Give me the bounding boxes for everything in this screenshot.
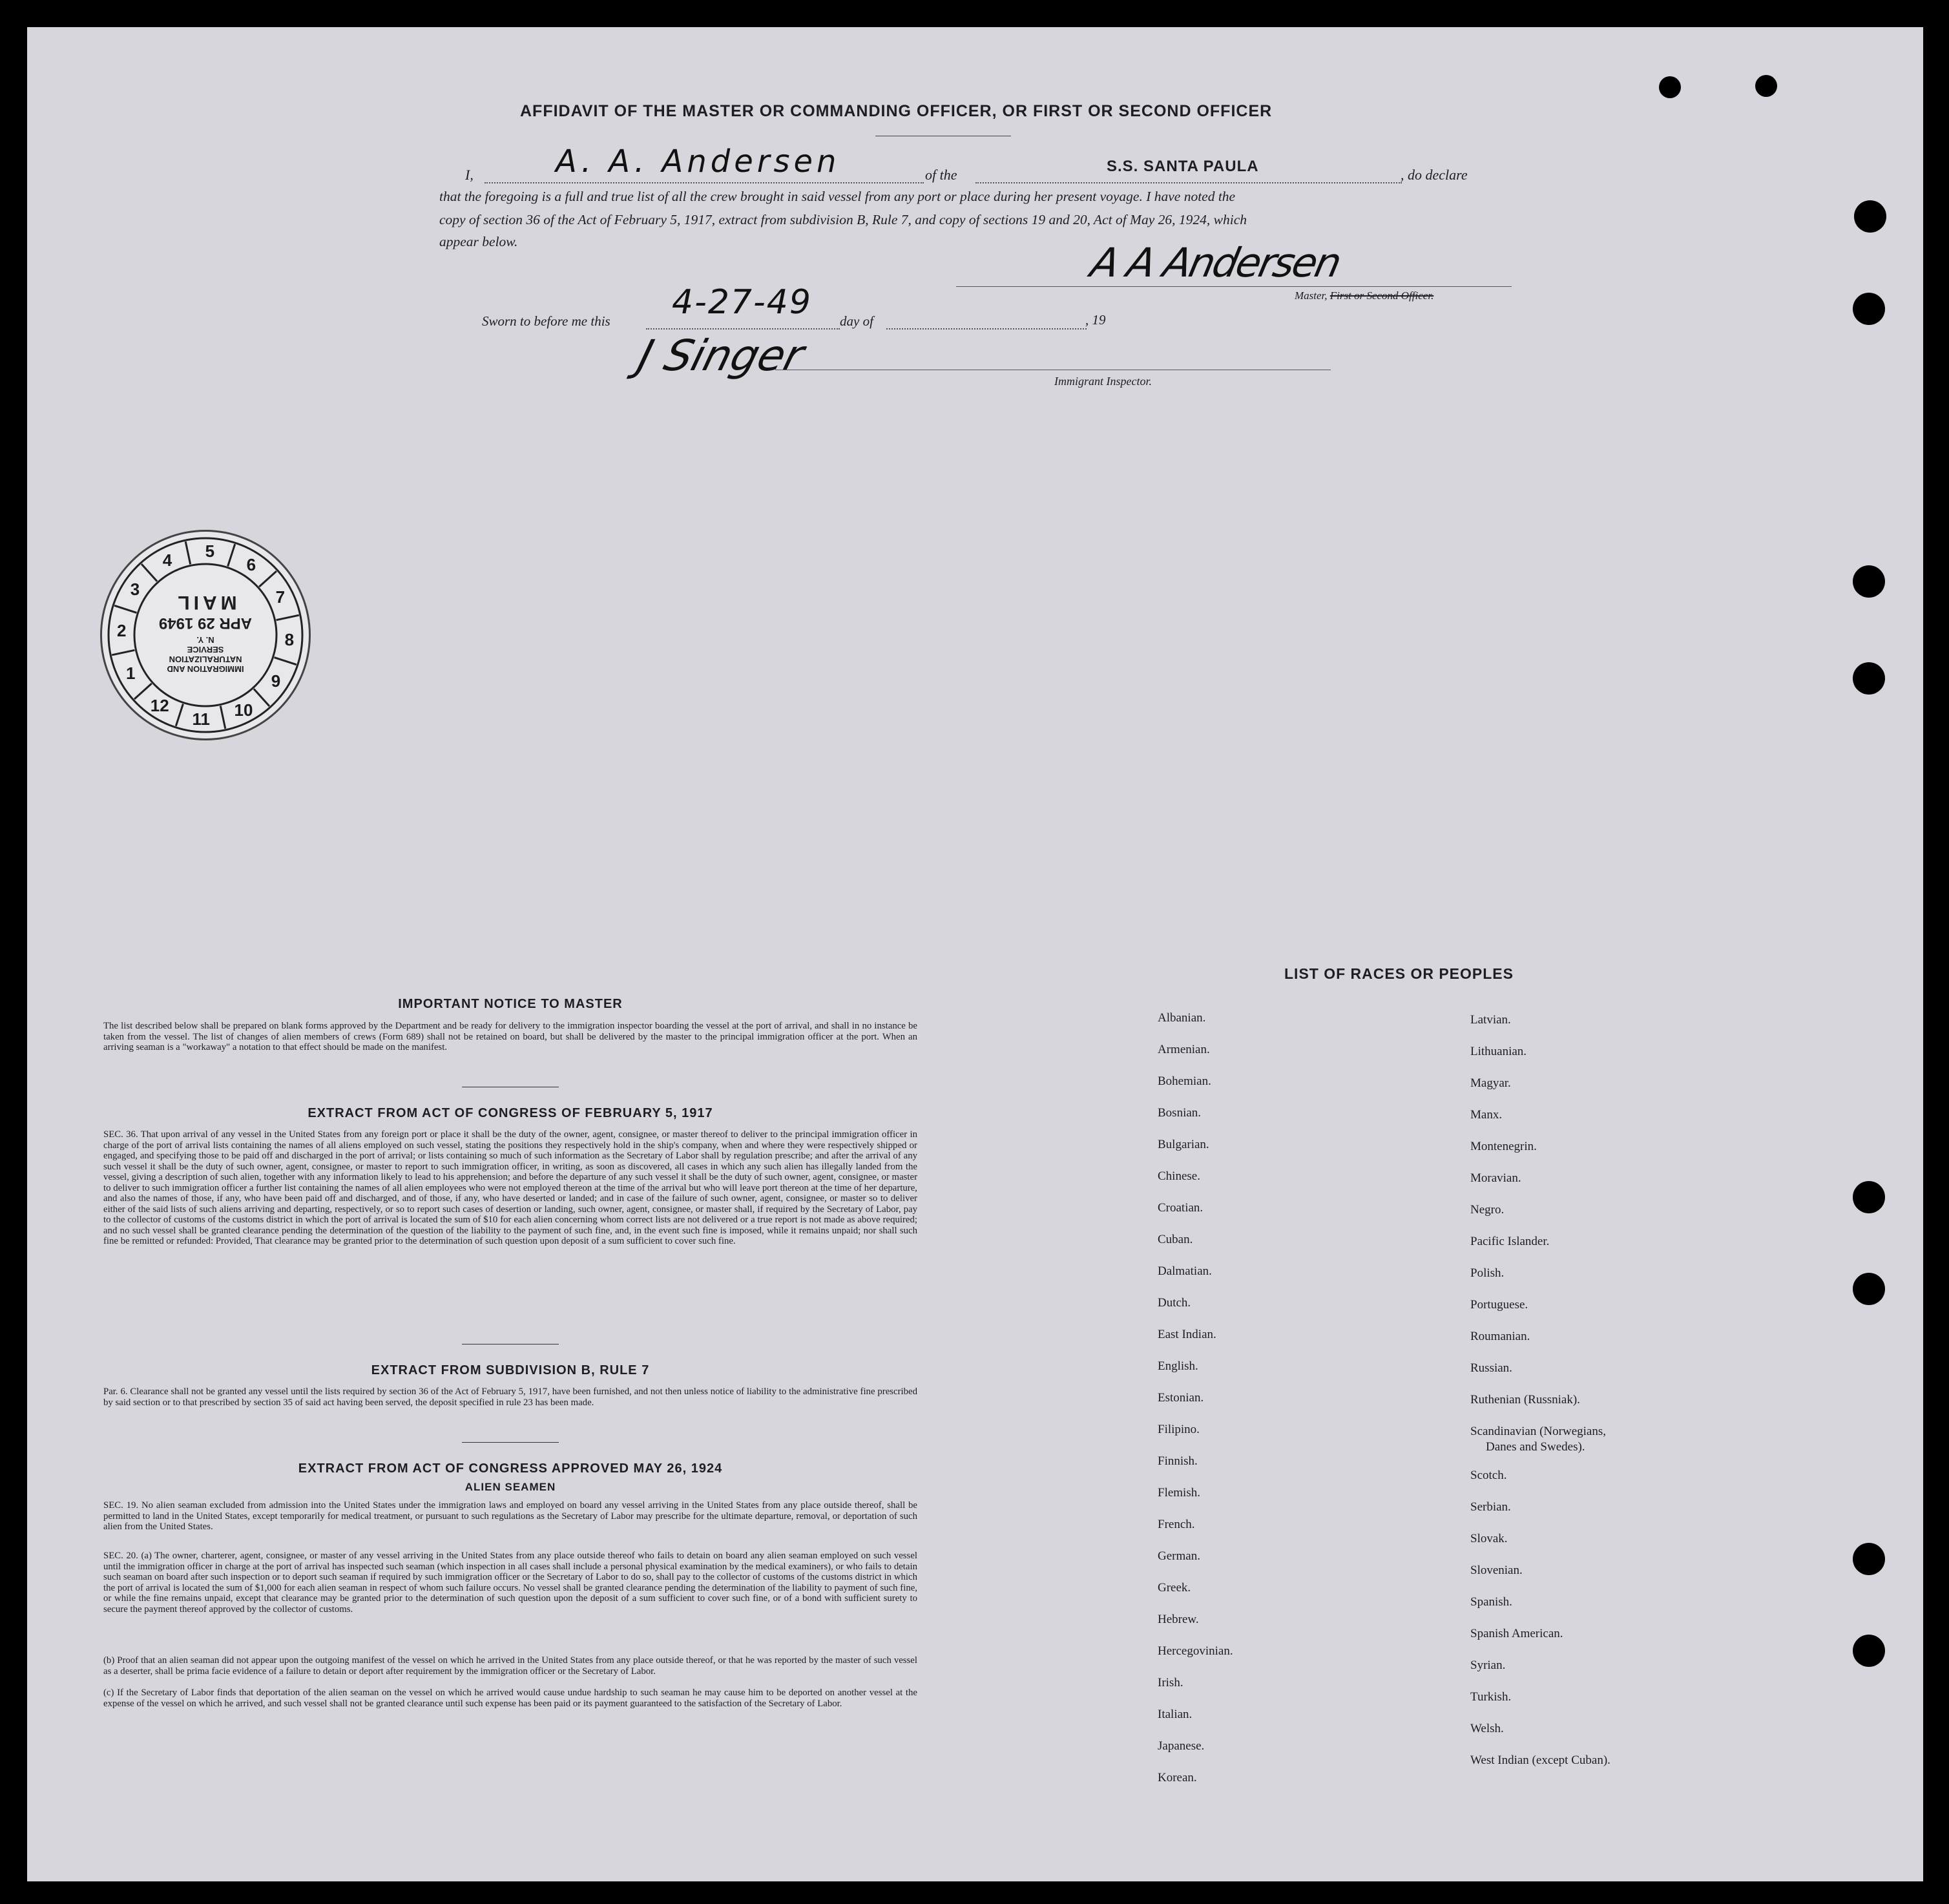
punch-hole xyxy=(1659,76,1681,98)
race-item: Japanese. xyxy=(1158,1739,1205,1753)
stamp-digit: 10 xyxy=(234,700,253,720)
inspector-signature: J Singer xyxy=(632,331,809,381)
day-of-label: day of xyxy=(840,313,873,329)
punch-hole xyxy=(1853,1543,1885,1575)
stamp-digit: 8 xyxy=(284,629,295,649)
race-item: Albanian. xyxy=(1158,1011,1206,1025)
received-stamp xyxy=(100,530,311,740)
race-item: Hebrew. xyxy=(1158,1613,1199,1626)
race-item: Manx. xyxy=(1470,1108,1503,1122)
master-name-handwritten: A. A. Andersen xyxy=(556,143,840,180)
race-item: German. xyxy=(1158,1549,1200,1563)
stamp-digit: 9 xyxy=(271,671,281,691)
stamp-date: APR 29 1949 xyxy=(158,614,253,632)
stamp-mail: MAIL xyxy=(174,592,237,613)
stamp-digit: 4 xyxy=(162,550,172,570)
stamp-divider xyxy=(228,544,235,566)
punch-hole xyxy=(1853,662,1885,695)
stamp-divider xyxy=(112,650,134,655)
affidavit-title: AFFIDAVIT OF THE MASTER OR COMMANDING OFFICER, OR FIRST OR SECOND OFFICER xyxy=(520,102,1273,120)
of-the-label: of the xyxy=(925,167,957,183)
race-item: Hercegovinian. xyxy=(1158,1644,1233,1658)
race-item: Danes and Swedes). xyxy=(1486,1440,1585,1454)
section-20b-text: (b) Proof that an alien seaman did not appear upon the outgoing manifest of the vessel on which he arrived in the United States from any place outside thereof, or that he was reported by the master of such vessel as a deserter, shall be prima facie evidence of a failure to detain or deport after requirement by the immigration officer or the Secretary of Labor. xyxy=(103,1655,917,1677)
race-item: Filipino. xyxy=(1158,1423,1200,1436)
race-item: Irish. xyxy=(1158,1676,1183,1690)
stamp-line-4: N. Y. xyxy=(196,635,214,645)
notice-title: IMPORTANT NOTICE TO MASTER xyxy=(398,997,623,1011)
stamp-center xyxy=(147,591,264,674)
race-item: Negro. xyxy=(1470,1203,1505,1217)
race-item: Flemish. xyxy=(1158,1486,1200,1500)
declaration-line-4: appear below. xyxy=(439,234,518,249)
race-item: Bulgarian. xyxy=(1158,1138,1209,1151)
stamp-divider xyxy=(276,615,299,620)
stamp-line-2: NATURALIZATION xyxy=(169,654,242,664)
signature-line xyxy=(956,286,1512,287)
race-item: Dalmatian. xyxy=(1158,1264,1212,1278)
stamp-digit: 5 xyxy=(205,541,215,561)
race-item: English. xyxy=(1158,1359,1198,1373)
extract-1924-title: EXTRACT FROM ACT OF CONGRESS APPROVED MAY 26, 1924 xyxy=(298,1461,723,1476)
race-item: Scandinavian (Norwegians, xyxy=(1470,1425,1606,1438)
race-item: Serbian. xyxy=(1470,1500,1511,1514)
alien-seamen-subtitle: ALIEN SEAMEN xyxy=(464,1481,556,1493)
race-item: Dutch. xyxy=(1158,1296,1191,1310)
race-item: Spanish American. xyxy=(1470,1627,1563,1640)
race-item: Estonian. xyxy=(1158,1391,1204,1405)
race-item: Pacific Islander. xyxy=(1470,1235,1550,1248)
race-item: Roumanian. xyxy=(1470,1330,1530,1343)
race-item: French. xyxy=(1158,1518,1195,1531)
i-label: I, xyxy=(465,167,474,183)
name-line xyxy=(485,182,924,183)
section-20c-text: (c) If the Secretary of Labor finds that deportation of the alien seaman on the vessel on which he arrived would cause undue hardship to such seaman he may cause him to be deported on another vessel at the expense of the vessel on which he arrived, and such vessel shall not be granted clearance until such expense has been paid or its payment guaranteed to the satisfaction of the Secretary of Labor. xyxy=(103,1688,917,1709)
struck-officer-text: First or Second Officer. xyxy=(1329,289,1434,302)
master-text: Master, xyxy=(1295,289,1328,302)
punch-hole xyxy=(1853,1635,1885,1667)
notice-text: The list described below shall be prepared on blank forms approved by the Department and be ready for delivery to the immigration inspector boarding the vessel at the port of arrival, and shall in no instance be taken from the vessel. The list of changes of alien members of crews (Form 689) shall not be retained on board, but shall be delivered by the master to the principal immigration officer at the port. When an arriving seaman is a "workaway" a notation to that effect should be made on the manifest. xyxy=(103,1021,917,1052)
stamp-digit: 2 xyxy=(116,621,127,641)
month-line xyxy=(886,328,1087,330)
race-item: Croatian. xyxy=(1158,1201,1204,1215)
punch-hole xyxy=(1853,1273,1885,1305)
race-item: Chinese. xyxy=(1158,1169,1200,1183)
stamp-divider xyxy=(220,706,225,729)
race-item: Portuguese. xyxy=(1470,1298,1528,1312)
stamp-line-1: IMMIGRATION AND xyxy=(167,664,244,674)
master-label xyxy=(1295,289,1433,302)
race-item: Bosnian. xyxy=(1158,1106,1202,1120)
stamp-divider xyxy=(134,684,152,699)
rule-7-text: Par. 6. Clearance shall not be granted any vessel until the lists required by section 36 of the Act of February 5, 1917, have been furnished, and not then unless notice of liability to the administrative fine prescribed by said section or to that prescribed by section 35 of said act having been served, the deposit specified in rule 23 has been made. xyxy=(103,1386,917,1408)
race-item: Latvian. xyxy=(1470,1013,1511,1027)
race-item: Korean. xyxy=(1158,1771,1197,1784)
inspector-label: Immigrant Inspector. xyxy=(1054,375,1152,388)
stamp-divider xyxy=(141,564,157,581)
do-declare: , do declare xyxy=(1401,167,1468,183)
stamp-divider xyxy=(259,571,276,587)
separator xyxy=(462,1442,559,1443)
stamp-divider xyxy=(275,658,297,665)
declaration-line-3: copy of section 36 of the Act of February 5, 1917, extract from subdivision B, Rule 7, and copy of sections 19 and 20, Act of May 26, 1924, which xyxy=(439,212,1247,227)
race-item: Welsh. xyxy=(1470,1722,1504,1735)
race-item: Ruthenian (Russniak). xyxy=(1470,1393,1580,1407)
section-20a-text: SEC. 20. (a) The owner, charterer, agent, consignee, or master of any vessel arriving in the United States from any place outside thereof who fails to detain on board any alien seaman employed on such vessel until the immigration officer in charge at the port of arrival has inspected such seaman (which inspection in all cases shall include a personal physical examination by the medical examiners), or who fails to detain such seaman on board after such inspection or to deport such seaman if required by such immigration officer or the Secretary of Labor to do so, shall pay to the collector of customs of the customs district in which the port of arrival is located the sum of $1,000 for each alien seaman in respect of whom such failure occurs. No vessel shall be granted clearance pending the determination of the liability to payment of such fine, or while the fine remains unpaid, except that clearance may be granted prior to the determination of such question upon the deposit of a sum sufficient to cover such fine, or of a bond with sufficient surety to secure the payment thereof approved by the collector of customs. xyxy=(103,1551,917,1615)
race-item: Syrian. xyxy=(1470,1658,1506,1672)
sworn-label: Sworn to before me this xyxy=(482,313,610,329)
stamp-line-3: SERVICE xyxy=(187,645,224,654)
race-item: Bohemian. xyxy=(1158,1074,1211,1088)
race-item: Finnish. xyxy=(1158,1454,1198,1468)
race-item: Polish. xyxy=(1470,1266,1505,1280)
stamp-divider xyxy=(176,704,183,726)
race-item: East Indian. xyxy=(1158,1328,1216,1341)
section-19-text: SEC. 19. No alien seaman excluded from admission into the United States under the immigration laws and employed on board any vessel arriving in the United States from any place outside thereof, shall be permitted to land in the United States, except temporarily for medical treatment, or pursuant to such regulations as the Secretary of Labor may prescribe for the ultimate departure, removal, or deportation of such alien from the United States. xyxy=(103,1500,917,1532)
race-item: Scotch. xyxy=(1470,1469,1507,1482)
extract-1917-text: SEC. 36. That upon arrival of any vessel in the United States from any foreign port or place it shall be the duty of the owner, agent, consignee, or master thereof to deliver to the principal immigration officer in charge of the port of arrival lists containing the names of all aliens employed on such vessel, stating the positions they respectively hold in the ship's company, when and where they were respectively shipped or engaged, and specifying those to be paid off and discharged in the port of arrival; or lists containing so much of such information as the Secretary of Labor shall by regulation prescribe; and after the arrival of any such vessel it shall be the duty of such owner, agent, consignee, or master to report to such immigration officer, in writing, as soon as discovered, all cases in which any such alien has illegally landed from the vessel, giving a description of such alien, together with any information likely to lead to his apprehension; and before the departure of any such vessel it shall be the duty of such owner, agent, consignee, or master to deliver to such immigration officer a further list containing the names of all alien employees who were not employed thereon at the time of the arrival but who will leave port thereon at the time of her departure, and also the names of those, if any, who have been paid off and discharged, and of those, if any, who have deserted or landed; and in case of the failure of such owner, agent, consignee, or master so to deliver either of the said lists of such aliens arriving and departing, respectively, or so to report such cases of desertion or landing, such owner, agent, consignee, or master shall, if required by the Secretary of Labor, pay to the collector of customs of the customs district in which the port of arrival is located the sum of $10 for each alien concerning whom correct lists are not delivered or a true report is not made as above required; and no such vessel shall be granted clearance pending the determination of the question of the liability to the payment of such fine, and, in the event such fine is imposed, while it remains unpaid; nor shall such fine be remitted or refunded: Provided, That clearance may be granted prior to the determination of such question upon deposit of a sum sufficient to cover such fine. xyxy=(103,1129,917,1246)
race-item: Italian. xyxy=(1158,1708,1193,1721)
stamp-digit: 11 xyxy=(192,709,210,729)
stamp-digit: 7 xyxy=(275,587,286,607)
race-item: Cuban. xyxy=(1158,1233,1193,1246)
stamp-divider xyxy=(254,689,269,706)
extract-1917-title: EXTRACT FROM ACT OF CONGRESS OF FEBRUARY 5, 1917 xyxy=(307,1106,713,1120)
race-item: Moravian. xyxy=(1470,1171,1521,1185)
rule-7-title: EXTRACT FROM SUBDIVISION B, RULE 7 xyxy=(371,1363,650,1377)
race-item: Spanish. xyxy=(1470,1595,1512,1609)
stamp-digit: 1 xyxy=(125,664,136,683)
race-item: Slovenian. xyxy=(1470,1564,1523,1577)
race-item: Magyar. xyxy=(1470,1076,1511,1090)
stamp-digit: 6 xyxy=(246,555,256,574)
punch-hole xyxy=(1853,1181,1885,1213)
stamp-divider xyxy=(114,605,136,612)
punch-hole xyxy=(1853,293,1885,325)
race-item: West Indian (except Cuban). xyxy=(1470,1753,1610,1767)
stamp-digit: 12 xyxy=(150,696,169,715)
stamp-divider xyxy=(185,541,191,564)
declaration-line-2: that the foregoing is a full and true list of all the crew brought in said vessel from any port or place during her present voyage. I have noted the xyxy=(439,189,1236,204)
year-label: , 19 xyxy=(1085,312,1106,328)
punch-hole xyxy=(1854,200,1886,233)
master-signature: A A Andersen xyxy=(1087,239,1344,286)
race-item: Armenian. xyxy=(1158,1043,1210,1056)
stamp-digit: 3 xyxy=(130,580,140,600)
race-item: Greek. xyxy=(1158,1581,1191,1595)
race-item: Turkish. xyxy=(1470,1690,1512,1704)
sworn-date-line xyxy=(646,328,840,330)
punch-hole xyxy=(1755,75,1777,97)
race-item: Lithuanian. xyxy=(1470,1045,1527,1058)
punch-hole xyxy=(1853,565,1885,598)
race-item: Slovak. xyxy=(1470,1532,1508,1545)
races-title: LIST OF RACES OR PEOPLES xyxy=(1284,965,1514,982)
race-item: Russian. xyxy=(1470,1361,1512,1375)
sworn-date-handwritten: 4-27-49 xyxy=(672,283,812,322)
vessel-line xyxy=(975,182,1402,183)
race-item: Montenegrin. xyxy=(1470,1140,1537,1153)
vessel-name: S.S. SANTA PAULA xyxy=(1107,158,1259,175)
